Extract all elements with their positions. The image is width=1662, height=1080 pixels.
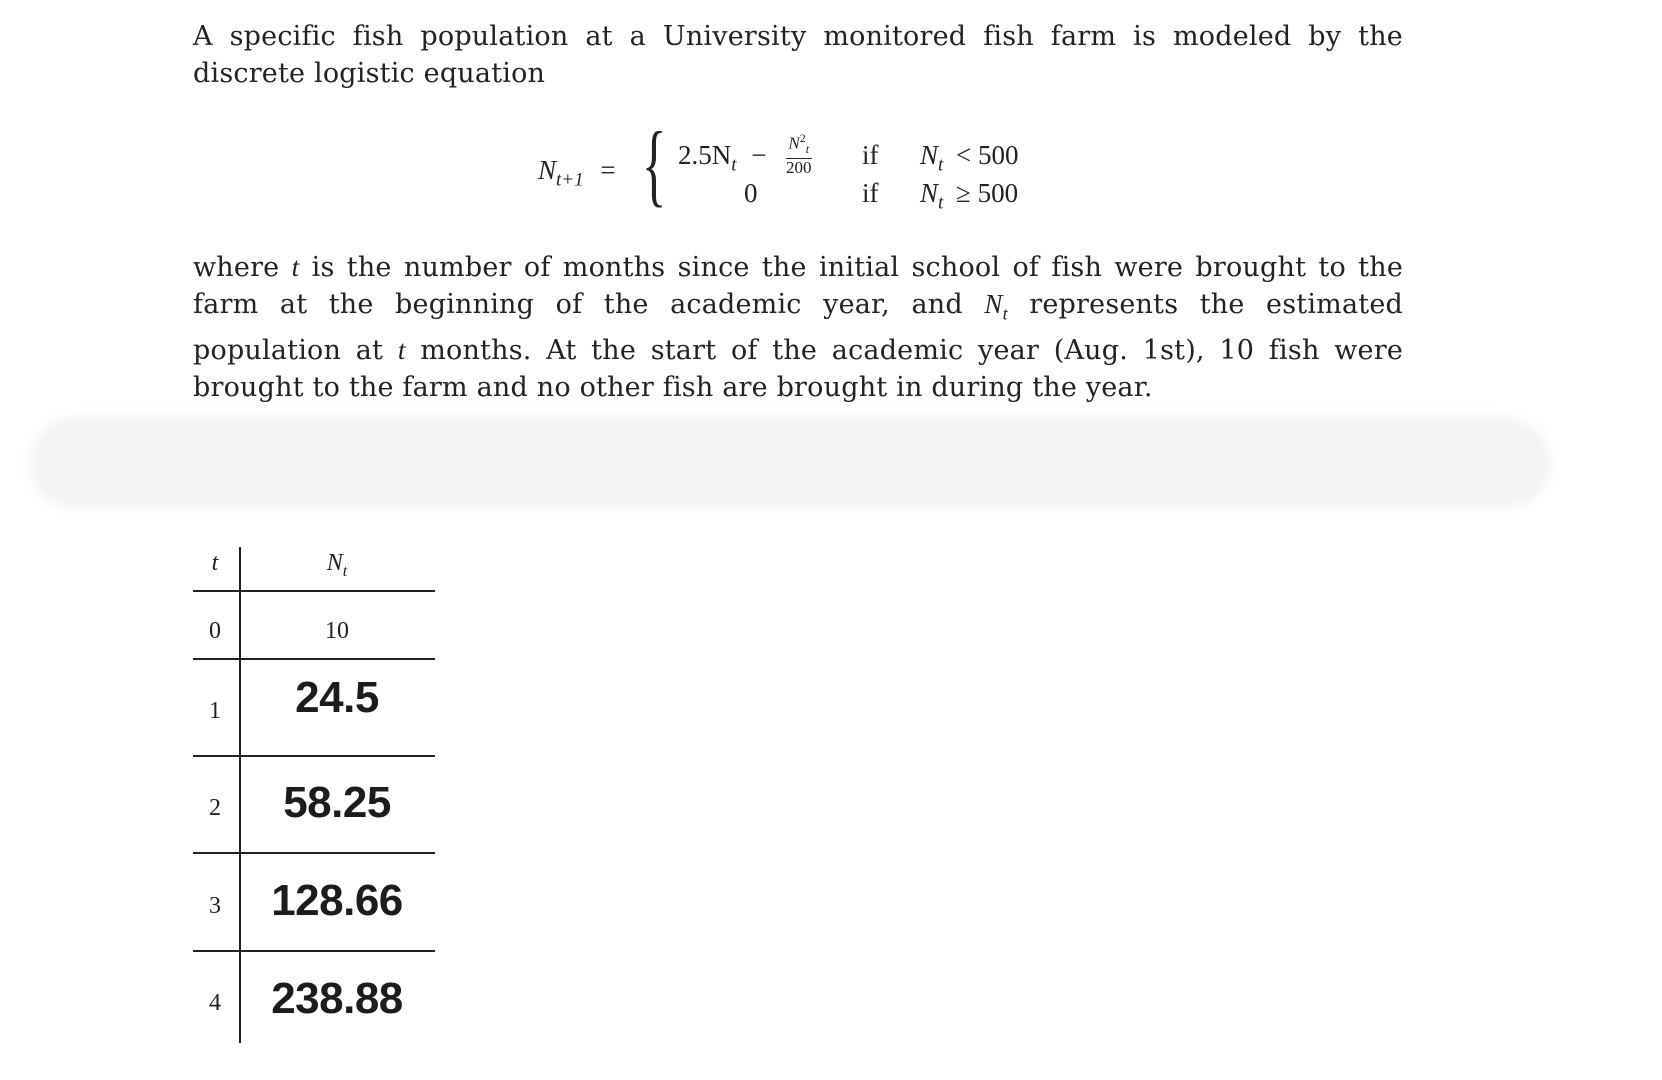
table-cell-n: 10 bbox=[325, 618, 349, 644]
intro-text: A specific fish population at a University monitored fish farm is modeled by the discrete logistic equation bbox=[193, 21, 1403, 89]
table-rule bbox=[193, 658, 435, 660]
equation-fraction: $\frac{N^2_t}{200}$ bbox=[786, 131, 812, 178]
table-vertical-rule bbox=[239, 547, 241, 1043]
table-cell-n-handwritten: 24.5 bbox=[295, 673, 379, 722]
table-cell-t: 3 bbox=[209, 893, 221, 919]
equation-condition-2: $N_t \ge 500$ bbox=[920, 178, 1019, 214]
equation-case-2: 0 bbox=[744, 178, 758, 208]
equation-brace: { bbox=[642, 113, 667, 215]
table-cell-t: 2 bbox=[209, 795, 221, 821]
table-rule bbox=[193, 755, 435, 757]
table-cell-n-handwritten: 128.66 bbox=[271, 876, 403, 925]
table-cell-t: 4 bbox=[209, 990, 221, 1016]
table-cell-t: 1 bbox=[209, 698, 221, 724]
equation-lhs: $N_{t+1}$ = bbox=[538, 155, 616, 191]
equation-if-2: if bbox=[862, 178, 879, 208]
equation-case-1: $2.5N_t$ − bbox=[678, 140, 767, 176]
equation-if-1: if bbox=[862, 140, 879, 170]
explanation-paragraph: where t is the number of months since the initial school of fish were brought to the farm at the beginning of the academic year, and $N_t$ represents the estimated population at t months. At the start of the academic year (Aug. 1st), 10 fish were brought to the farm and no other fish are brought in during the year. bbox=[193, 252, 1403, 404]
blurred-region bbox=[30, 418, 1550, 508]
table-cell-n-handwritten: 58.25 bbox=[283, 778, 391, 827]
table-rule bbox=[193, 590, 435, 592]
table-rule bbox=[193, 852, 435, 854]
intro-paragraph bbox=[193, 18, 1403, 92]
table-cell-n-handwritten: 238.88 bbox=[271, 974, 403, 1023]
table-cell-t: 0 bbox=[209, 618, 221, 644]
table-header-n: $N_t$ bbox=[326, 550, 348, 580]
equation-condition-1: $N_t < 500$ bbox=[920, 140, 1019, 176]
table-header-t: t bbox=[211, 550, 219, 576]
table-rule bbox=[193, 950, 435, 952]
